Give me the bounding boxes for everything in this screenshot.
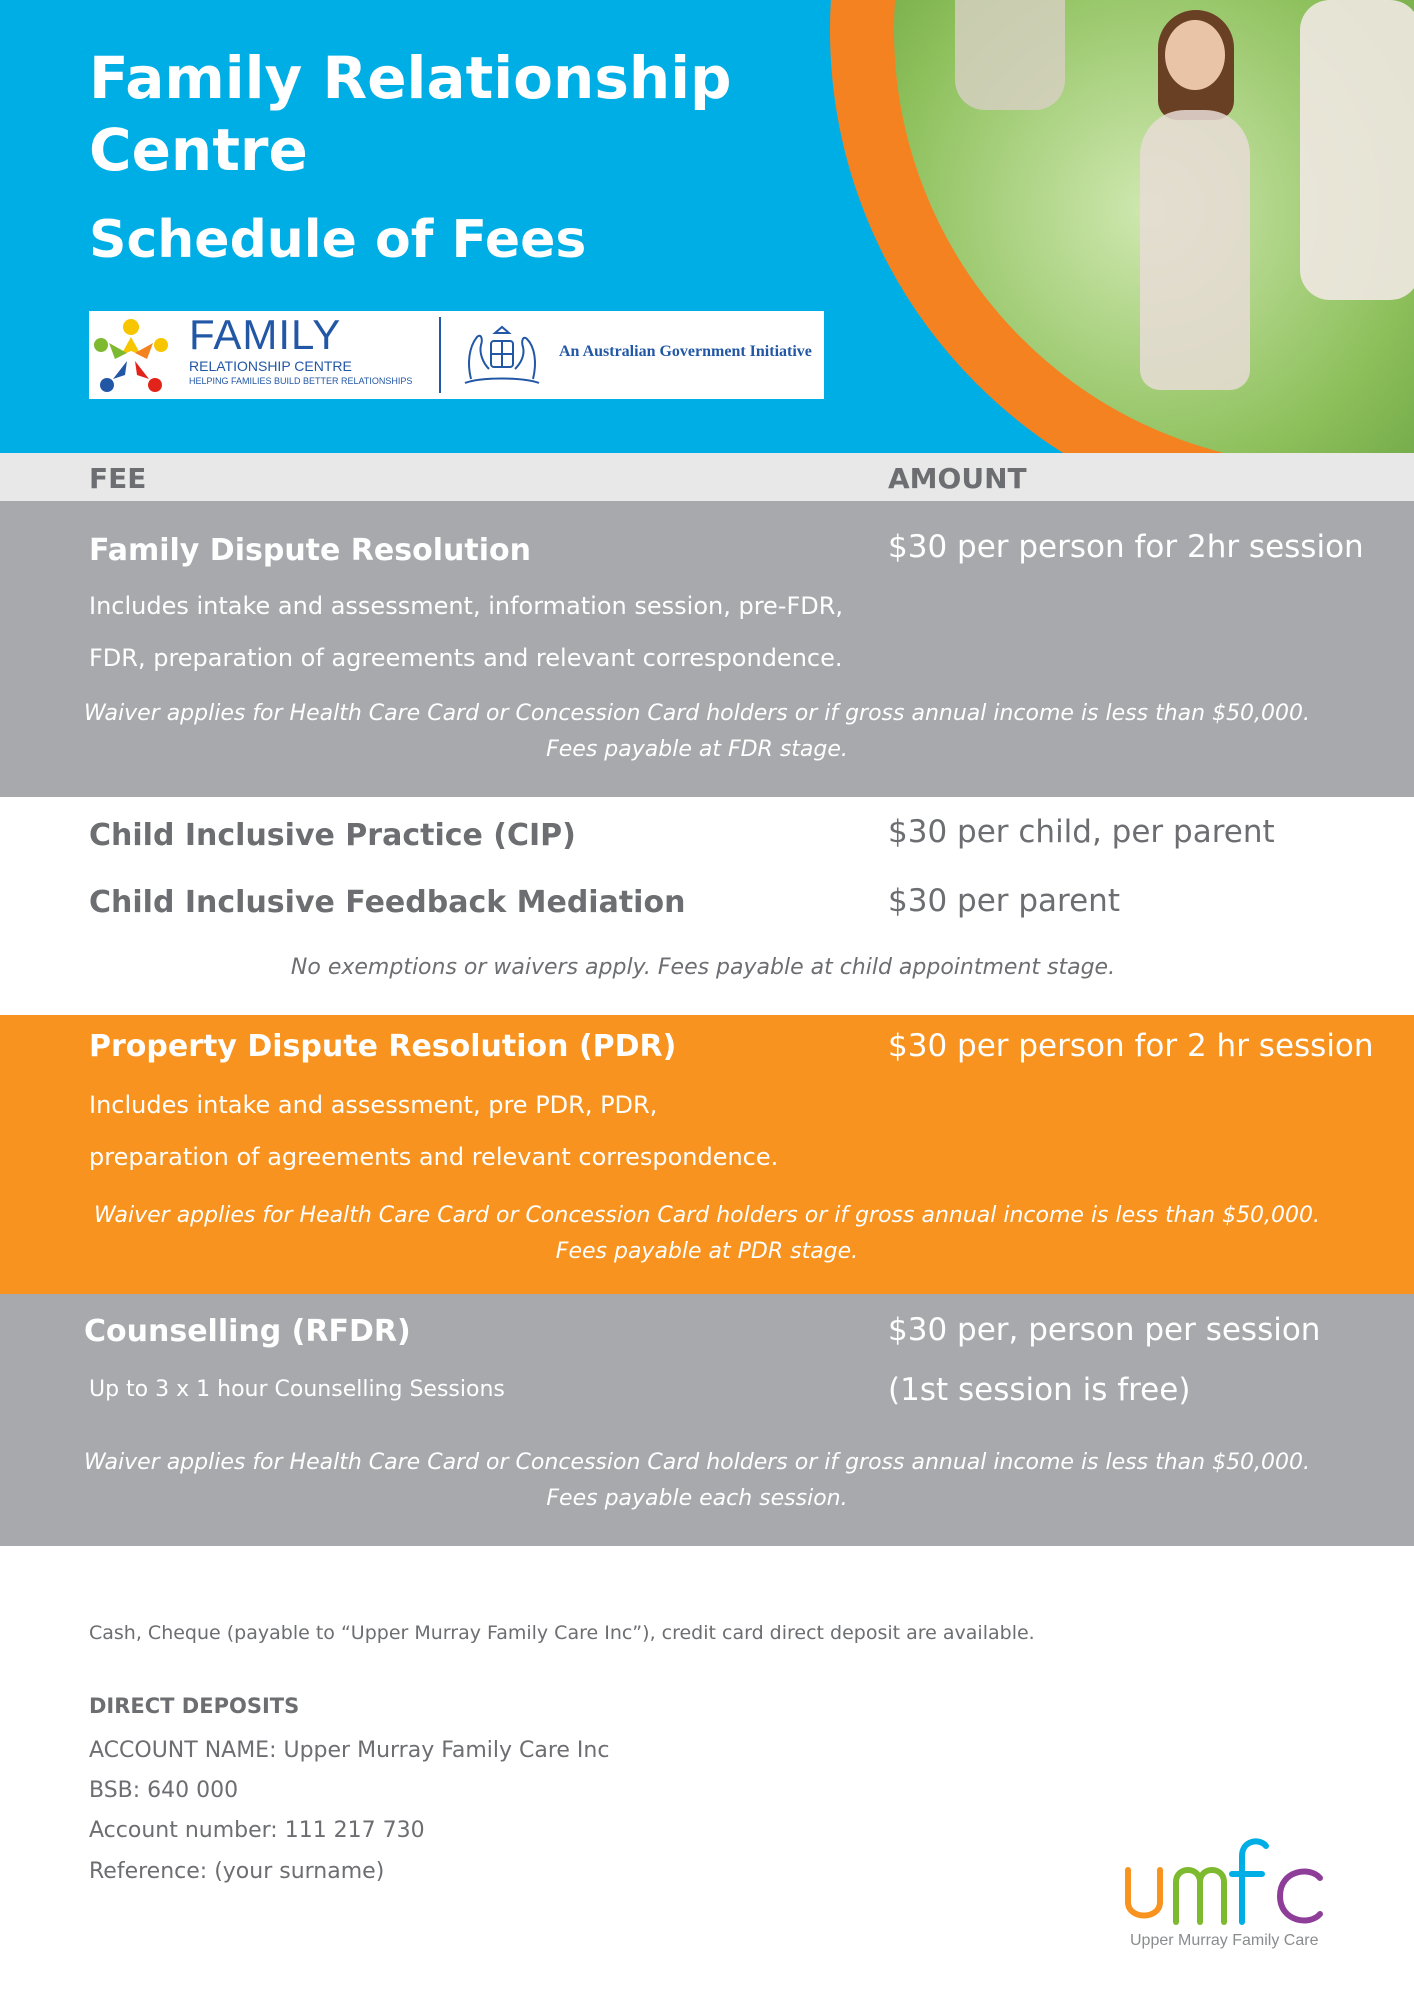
logo-divider (439, 317, 441, 393)
frc-logo-icon (89, 315, 173, 397)
cip-exemption-note: No exemptions or waivers apply. Fees payable at child appointment stage. (290, 955, 1116, 980)
gov-initiative-text: An Australian Government Initiative (559, 343, 812, 360)
direct-deposits-heading: DIRECT DEPOSITS (89, 1694, 300, 1718)
frc-logo-tagline: HELPING FAMILIES BUILD BETTER RELATIONSHIPS (189, 376, 413, 386)
fee-row-fdr (0, 501, 1414, 797)
partner-logos (89, 311, 824, 399)
fdr-waiver-note: Waiver applies for Health Care Card or Concession Card holders or if gross annual income is less than $50,000. (83, 701, 1311, 726)
cip-title: Child Inclusive Practice (CIP) (89, 818, 576, 853)
pdr-description-line1: Includes intake and assessment, pre PDR, PDR, (89, 1091, 658, 1119)
payment-methods: Cash, Cheque (payable to “Upper Murray Family Care Inc”), credit card direct deposit are available. (89, 1622, 1035, 1644)
fee-column-header: FEE (89, 462, 147, 495)
pdr-amount: $30 per person for 2 hr session (888, 1028, 1374, 1064)
counselling-payable-note: Fees payable each session. (546, 1486, 848, 1511)
page-title: Family Relationship Centre (89, 44, 732, 184)
frc-logo-sub: RELATIONSHIP CENTRE (189, 358, 352, 374)
page-subtitle: Schedule of Fees (89, 210, 587, 270)
account-name: ACCOUNT NAME: Upper Murray Family Care Inc (89, 1738, 610, 1763)
header-banner (0, 0, 1414, 453)
cifm-title: Child Inclusive Feedback Mediation (89, 885, 686, 920)
fdr-description-line2: FDR, preparation of agreements and relevant correspondence. (89, 644, 843, 672)
fdr-payable-note: Fees payable at FDR stage. (546, 737, 848, 762)
fee-row-pdr (0, 1015, 1414, 1294)
cip-amount: $30 per child, per parent (888, 814, 1275, 850)
counselling-amount: $30 per, person per session (888, 1312, 1321, 1348)
pdr-title: Property Dispute Resolution (PDR) (89, 1029, 677, 1064)
coat-of-arms-icon (461, 323, 543, 387)
fee-table-header (0, 453, 1414, 501)
account-number: Account number: 111 217 730 (89, 1818, 425, 1843)
cifm-amount: $30 per parent (888, 883, 1120, 919)
pdr-description-line2: preparation of agreements and relevant correspondence. (89, 1143, 779, 1171)
fee-row-cip (0, 797, 1414, 1015)
payment-reference: Reference: (your surname) (89, 1859, 385, 1884)
bsb-number: BSB: 640 000 (89, 1778, 239, 1803)
umfc-logo-caption: Upper Murray Family Care (1130, 1932, 1319, 1949)
fdr-title: Family Dispute Resolution (89, 533, 531, 568)
frc-logo-name: FAMILY (189, 311, 342, 358)
fdr-description-line1: Includes intake and assessment, information session, pre-FDR, (89, 592, 844, 620)
counselling-free-session: (1st session is free) (888, 1372, 1191, 1408)
pdr-waiver-note: Waiver applies for Health Care Card or Concession Card holders or if gross annual income is less than $50,000. (93, 1203, 1321, 1228)
amount-column-header: AMOUNT (888, 462, 1027, 495)
counselling-description: Up to 3 x 1 hour Counselling Sessions (89, 1377, 505, 1402)
pdr-payable-note: Fees payable at PDR stage. (555, 1239, 859, 1264)
fdr-amount: $30 per person for 2hr session (888, 529, 1364, 565)
fee-row-counselling (0, 1294, 1414, 1546)
counselling-title: Counselling (RFDR) (84, 1314, 411, 1349)
counselling-waiver-note: Waiver applies for Health Care Card or Concession Card holders or if gross annual income is less than $50,000. (83, 1450, 1311, 1475)
